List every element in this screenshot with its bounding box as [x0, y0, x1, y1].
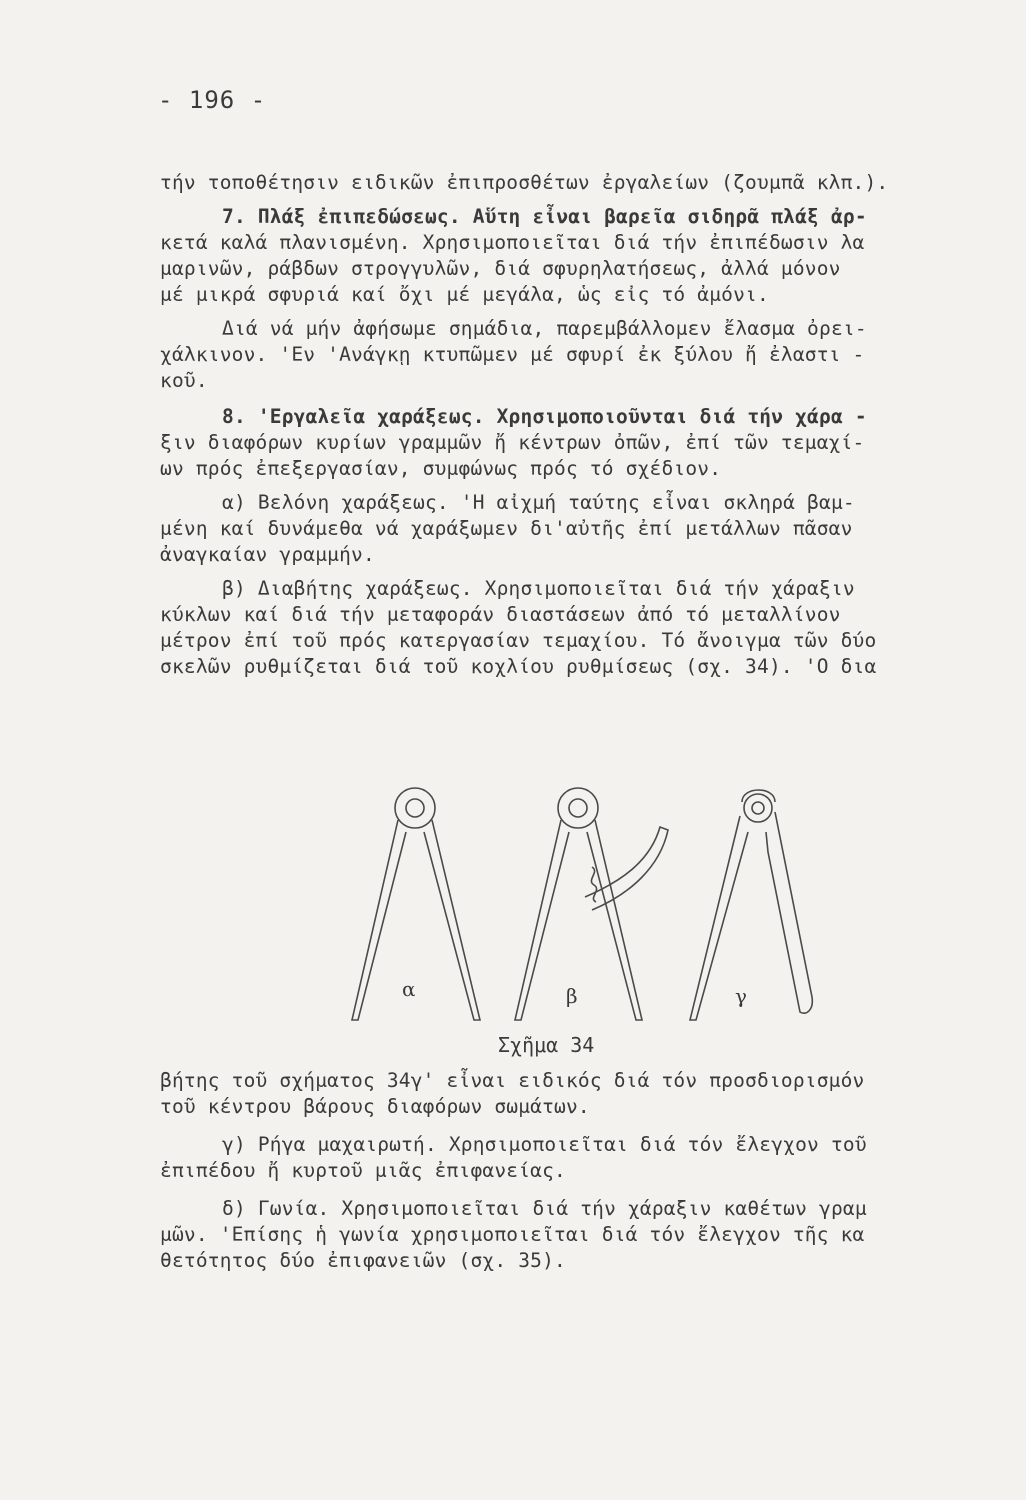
text-line: δ) Γωνία. Χρησιμοποιεῖται διά τήν χάραξιν καθέτων γραμ [222, 1197, 867, 1220]
figure-label-alpha: α [402, 977, 416, 1001]
text-line: σκελῶν ρυθμίζεται διά τοῦ κοχλίου ρυθμίσεως (σχ. 34). 'Ο δια [160, 655, 877, 678]
text-line: α) Βελόνη χαράξεως. 'Η αἰχμή ταύτης εἶναι σκληρά βαμ- [222, 491, 855, 514]
text-line: ξιν διαφόρων κυρίων γραμμῶν ἤ κέντρων ὀπῶν, ἐπί τῶν τεμαχί- [160, 431, 865, 454]
text-line: χάλκινον. 'Εν 'Ανάγκῃ κτυπῶμεν μέ σφυρί ἐκ ξύλου ἤ ἐλαστι - [160, 343, 865, 366]
text-line: κοῦ. [160, 369, 208, 392]
text-line: γ) Ρήγα μαχαιρωτή. Χρησιμοποιεῖται διά τόν ἔλεγχον τοῦ [222, 1133, 867, 1156]
text-line: κύκλων καί διά τήν μεταφοράν διαστάσεων ἀπό τό μεταλλίνον [160, 603, 841, 626]
compass-gamma-drawing [690, 790, 812, 1020]
text-line: μένη καί δυνάμεθα νά χαράξωμεν δι'αὐτῆς ἐπί μετάλλων πᾶσαν [160, 517, 853, 540]
text-line: 7. Πλάξ ἐπιπεδώσεως. Αὕτη εἶναι βαρεῖα σιδηρᾶ πλάξ ἀρ- [222, 205, 867, 228]
text-line: μῶν. 'Επίσης ἡ γωνία χρησιμοποιεῖται διά τόν ἔλεγχον τῆς κα [160, 1223, 865, 1246]
text-line: τήν τοποθέτησιν ειδικῶν ἐπιπροσθέτων ἐργαλείων (ζουμπᾶ κλπ.). [160, 171, 889, 194]
text-line: τοῦ κέντρου βάρους διαφόρων σωμάτων. [160, 1095, 590, 1118]
text-line: θετότητος δύο ἐπιφανειῶν (σχ. 35). [160, 1249, 566, 1272]
figure-label-beta: β [566, 984, 578, 1008]
text-line: βήτης τοῦ σχήματος 34γ' εἶναι ειδικός διά τόν προσδιορισμόν [160, 1069, 865, 1092]
figure-34-compasses [330, 772, 850, 1072]
text-line: ων πρός ἐπεξεργασίαν, συμφώνως πρός τό σχέδιον. [160, 457, 722, 480]
compass-alpha-drawing [352, 788, 480, 1020]
text-line: β) Διαβήτης χαράξεως. Χρησιμοποιεῖται διά τήν χάραξιν [222, 577, 855, 600]
text-line: 8. 'Εργαλεῖα χαράξεως. Χρησιμοποιοῦνται διά τήν χάρα - [222, 405, 867, 428]
text-line: ἐπιπέδου ἤ κυρτοῦ μιᾶς ἐπιφανείας. [160, 1159, 566, 1182]
page-number: - 196 - [158, 86, 267, 114]
compass-beta-drawing [515, 788, 668, 1020]
text-line: μέ μικρά σφυριά καί ὄχι μέ μεγάλα, ὡς εἰς τό ἀμόνι. [160, 283, 769, 306]
text-line: ἀναγκαίαν γραμμήν. [160, 543, 375, 566]
text-line: κετά καλά πλανισμένη. Χρησιμοποιεῖται διά τήν ἐπιπέδωσιν λα [160, 231, 865, 254]
figure-caption: Σχῆμα 34 [498, 1033, 595, 1057]
text-line: μέτρον ἐπί τοῦ πρός κατεργασίαν τεμαχίου. Τό ἄνοιγμα τῶν δύο [160, 629, 877, 652]
body-text-top [160, 170, 980, 680]
body-text-bottom [160, 1068, 980, 1274]
figure-label-gamma: γ [735, 984, 747, 1008]
text-line: Διά νά μήν ἀφήσωμε σημάδια, παρεμβάλλομεν ἔλασμα ὀρει- [222, 317, 867, 340]
text-line: μαρινῶν, ράβδων στρογγυλῶν, διά σφυρηλατήσεως, ἀλλά μόνον [160, 257, 841, 280]
